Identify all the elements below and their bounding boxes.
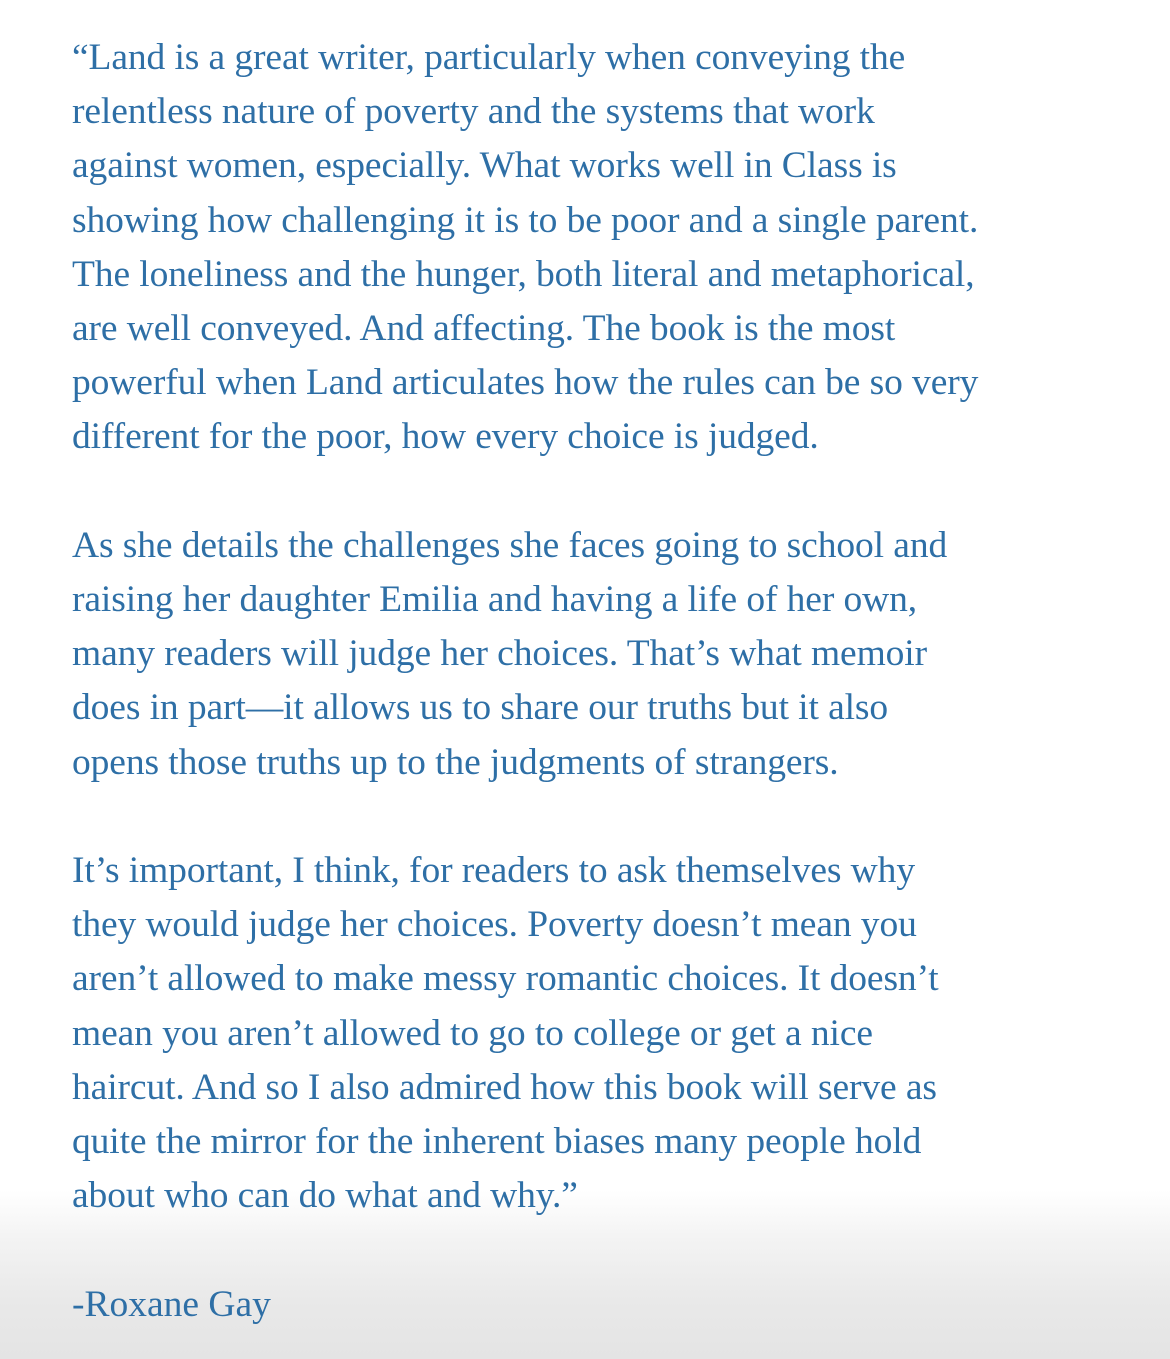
quote-paragraph-2 bbox=[72, 519, 1152, 790]
text-line: The loneliness and the hunger, both literal and metaphorical, bbox=[72, 253, 975, 295]
text-line: many readers will judge her choices. That’s what memoir bbox=[72, 633, 928, 675]
text-line: raising her daughter Emilia and having a life of her own, bbox=[72, 579, 918, 621]
text-line: different for the poor, how every choice is judged. bbox=[72, 416, 819, 458]
quote-paragraph-1 bbox=[72, 31, 1152, 465]
text-line: As she details the challenges she faces going to school and bbox=[72, 524, 948, 566]
quote-document bbox=[72, 31, 1152, 1332]
text-line: does in part—it allows us to share our truths but it also bbox=[72, 687, 889, 729]
text-line: opens those truths up to the judgments of strangers. bbox=[72, 741, 839, 783]
text-line: powerful when Land articulates how the rules can be so very bbox=[72, 362, 979, 404]
paragraph-spacer bbox=[72, 790, 1152, 844]
text-line: mean you aren’t allowed to go to college or get a nice bbox=[72, 1012, 873, 1054]
text-line: relentless nature of poverty and the systems that work bbox=[72, 91, 875, 133]
text-line: It’s important, I think, for readers to ask themselves why bbox=[72, 850, 915, 892]
text-line: against women, especially. What works well in Class is bbox=[72, 145, 897, 187]
text-line: showing how challenging it is to be poor and a single parent. bbox=[72, 199, 979, 241]
paragraph-spacer bbox=[72, 1223, 1152, 1277]
text-line: aren’t allowed to make messy romantic choices. It doesn’t bbox=[72, 958, 939, 1000]
text-line: they would judge her choices. Poverty doesn’t mean you bbox=[72, 904, 917, 946]
text-line: “Land is a great writer, particularly when conveying the bbox=[72, 37, 906, 78]
paragraph-spacer bbox=[72, 465, 1152, 519]
quote-paragraph-3 bbox=[72, 844, 1152, 1223]
text-line: quite the mirror for the inherent biases many people hold bbox=[72, 1121, 922, 1163]
text-line: about who can do what and why.” bbox=[72, 1175, 578, 1217]
text-line: haircut. And so I also admired how this book will serve as bbox=[72, 1066, 937, 1108]
text-line: are well conveyed. And affecting. The book is the most bbox=[72, 308, 896, 350]
quote-attribution: -Roxane Gay bbox=[72, 1283, 271, 1325]
